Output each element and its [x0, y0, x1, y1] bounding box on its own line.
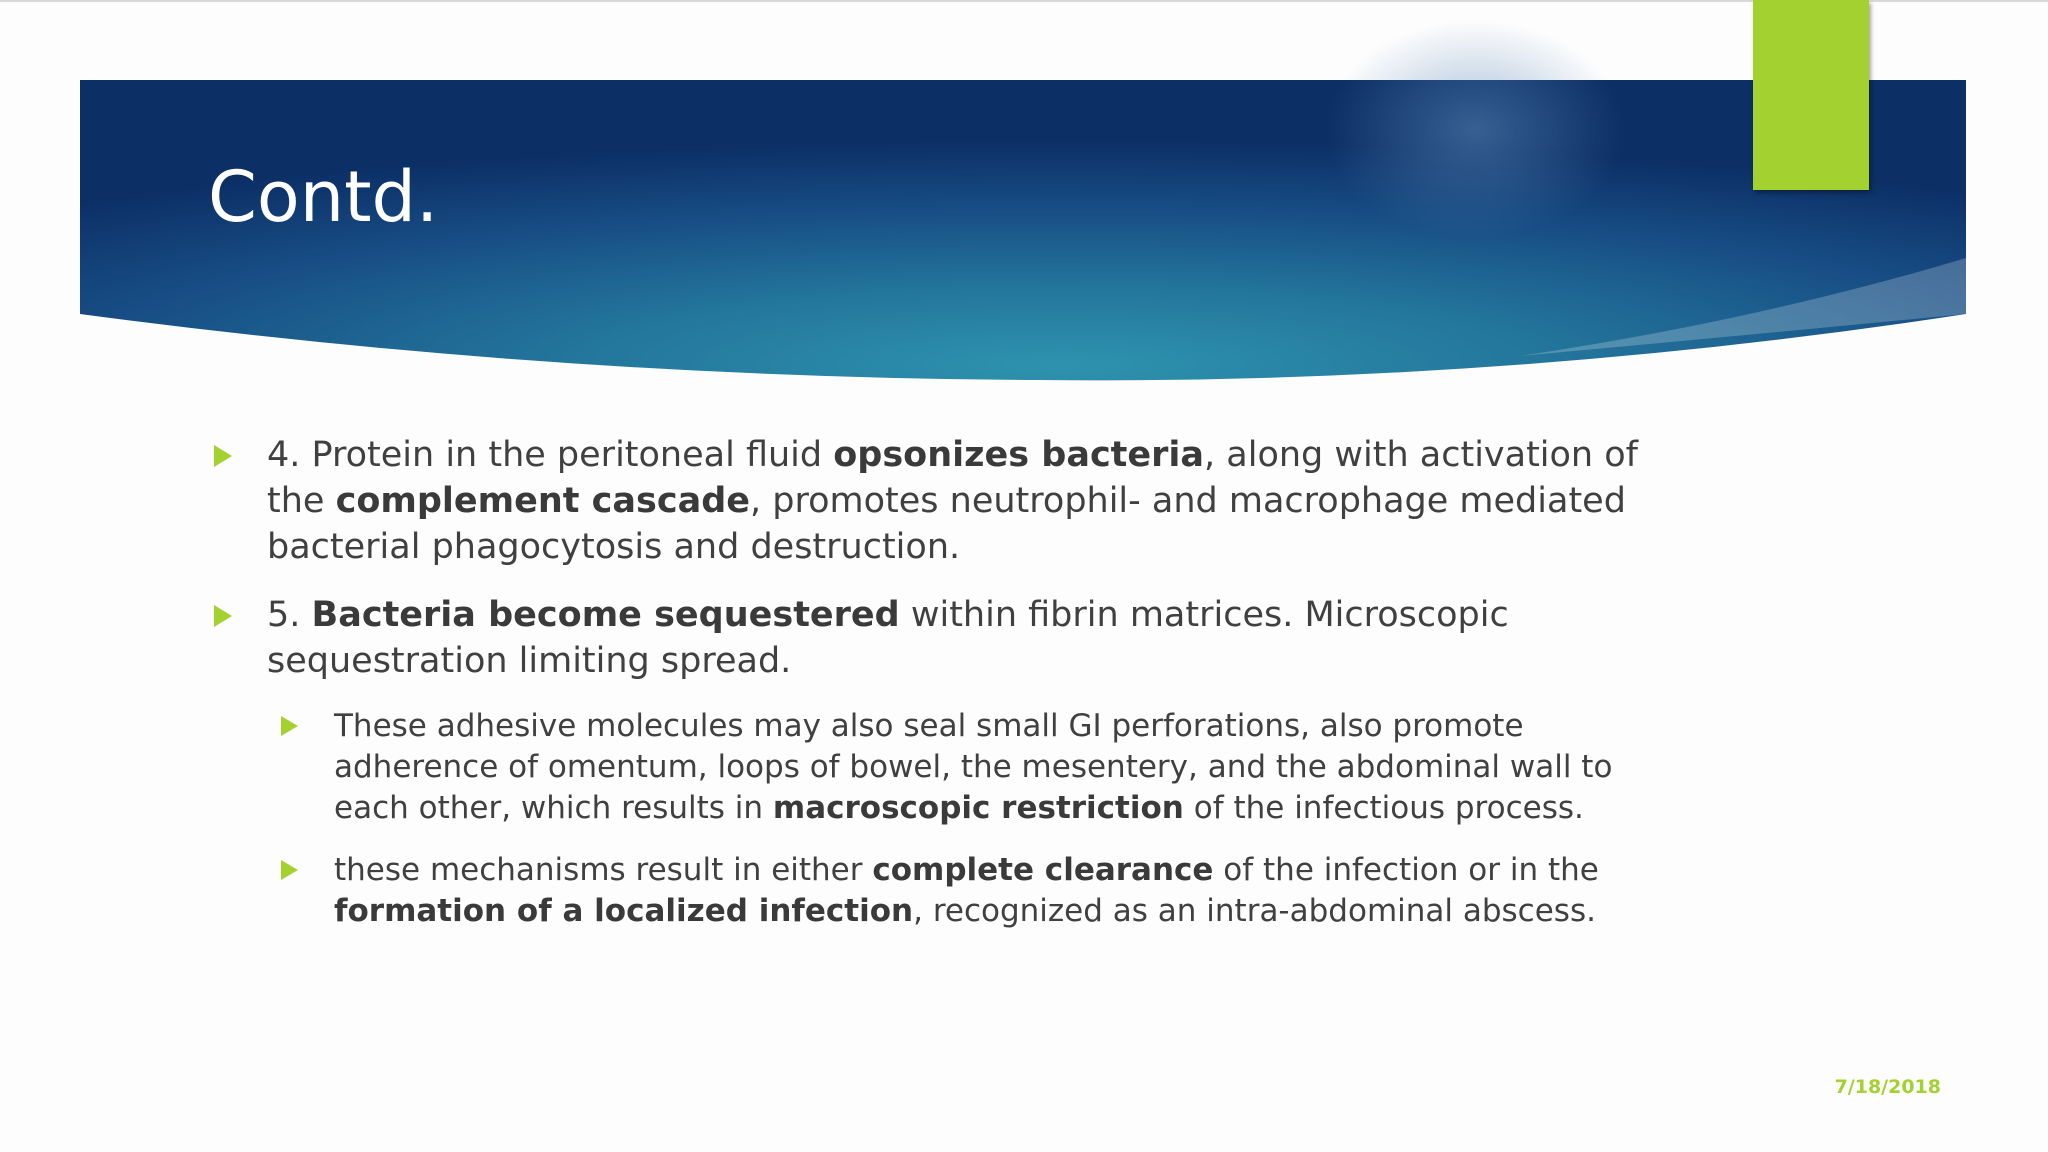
bullet-text: , along with activation of the	[267, 435, 1638, 521]
bullet-emphasis: complete clearance	[872, 852, 1214, 888]
bullet-text: , recognized as an intra-abdominal abscess.	[913, 893, 1596, 929]
triangle-bullet-icon	[281, 860, 298, 880]
triangle-bullet-icon	[214, 605, 232, 627]
accent-tab	[1753, 0, 1869, 190]
banner-glow	[1325, 20, 1625, 240]
slide-title: Contd.	[208, 156, 439, 238]
slide-date: 7/18/2018	[1834, 1076, 1941, 1098]
bullet-text: These adhesive molecules may also seal small GI perforations, also promote adherence of omentum, loops of bowel, the mesentery, and the abdominal wall to each other, which results in	[334, 708, 1613, 826]
bullet-emphasis: formation of a localized infection	[334, 893, 914, 929]
bullet-item	[210, 592, 1680, 684]
bullet-text: 5.	[267, 595, 312, 635]
bullet-item	[210, 432, 1680, 570]
triangle-bullet-icon	[214, 445, 232, 467]
triangle-bullet-icon	[281, 716, 298, 736]
bullet-list	[210, 432, 1680, 953]
bullet-emphasis: complement cascade	[335, 481, 751, 521]
bullet-emphasis: Bacteria become sequestered	[311, 595, 900, 635]
sub-bullet-item	[277, 850, 1680, 932]
bullet-text: of the infectious process.	[1183, 790, 1584, 826]
sub-bullet-item	[277, 706, 1680, 829]
bullet-text: these mechanisms result in either	[334, 852, 873, 888]
bullet-emphasis: opsonizes bacteria	[833, 435, 1205, 475]
bullet-text: , promotes neutrophil- and macrophage mediated bacterial phagocytosis and destruction.	[267, 481, 1626, 567]
bullet-emphasis: macroscopic restriction	[772, 790, 1184, 826]
bullet-text: within fibrin matrices. Microscopic sequestration limiting spread.	[267, 595, 1509, 681]
bullet-text: of the infection or in the	[1213, 852, 1599, 888]
bullet-text: 4. Protein in the peritoneal fluid	[267, 435, 834, 475]
